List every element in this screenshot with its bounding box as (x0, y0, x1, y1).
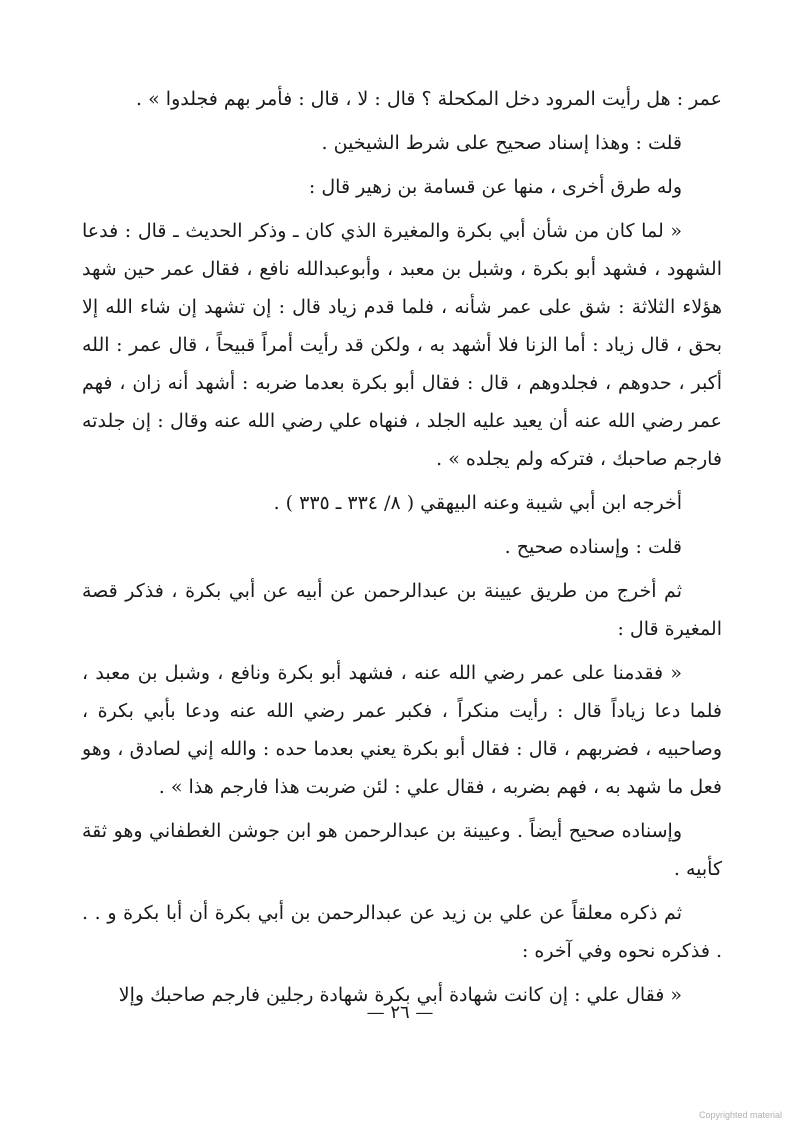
paragraph-4: ثم أخرج من طريق عيينة بن عبدالرحمن عن أبيه عن أبي بكرة ، فذكر قصة المغيرة قال : (82, 580, 722, 640)
page-number: — ٢٦ — (366, 1002, 434, 1023)
quote-3: « فقال علي : إن كانت شهادة أبي بكرة شهادة رجلين فارجم صاحبك وإلا (118, 984, 682, 1006)
paragraph-2: قلت : وهذا إسناد صحيح على شرط الشيخين . (321, 132, 682, 154)
paragraph-source-1: أخرجه ابن أبي شيبة وعنه البيهقي ( ٨/ ٣٣٤ ـ ٣٣٥ ) . (273, 492, 682, 514)
body-text (82, 80, 722, 1014)
paragraph-6: ثم ذكره معلقاً عن علي بن زيد عن عبدالرحمن بن أبي بكرة أن أبا بكرة و . . . فذكره نحوه وفي آخره : (82, 902, 722, 962)
copyright-watermark: Copyrighted material (698, 1110, 782, 1120)
paragraph-1: عمر : هل رأيت المرود دخل المكحلة ؟ قال : لا ، قال : فأمر بهم فجلدوا » . (136, 88, 722, 110)
paragraph-verdict-1: قلت : وإسناده صحيح . (504, 536, 682, 558)
quote-1: « لما كان من شأن أبي بكرة والمغيرة الذي كان ـ وذكر الحديث ـ قال : فدعا الشهود ، فشهد أبو بكرة ، وشبل بن معبد ، وأبوعبدالله نافع ، فقال عمر حين شهد هؤلاء الثلاثة : شق على عمر شأنه ، فلما قدم زياد قال : إن تشهد إن شاء الله إلا بحق ، قال زياد : أما الزنا فلا أشهد به ، ولكن قد رأيت أمراً قبيحاً ، قال عمر : الله أكبر ، حدوهم ، فجلدوهم ، قال : فقال أبو بكرة بعدما ضربه : أشهد أنه زان ، فهم عمر رضي الله عنه أن يعيد عليه الجلد ، فنهاه علي رضي الله عنه وقال : إن جلدته فارجم صاحبك ، فتركه ولم يجلده » . (82, 220, 722, 470)
quote-2: « فقدمنا على عمر رضي الله عنه ، فشهد أبو بكرة ونافع ، وشبل بن معبد ، فلما دعا زياداً قال : رأيت منكراً ، فكبر عمر رضي الله عنه ودعا بأبي بكرة ، وصاحبيه ، فضربهم ، قال : فقال أبو بكرة يعني بعدما حده : والله إني لصادق ، وهو فعل ما شهد به ، فهم بضربه ، فقال علي : لئن ضربت هذا فارجم هذا » . (82, 662, 722, 798)
paragraph-5: وإسناده صحيح أيضاً . وعيينة بن عبدالرحمن هو ابن جوشن الغطفاني وهو ثقة كأبيه . (82, 820, 722, 880)
paragraph-3: وله طرق أخرى ، منها عن قسامة بن زهير قال : (308, 176, 682, 198)
